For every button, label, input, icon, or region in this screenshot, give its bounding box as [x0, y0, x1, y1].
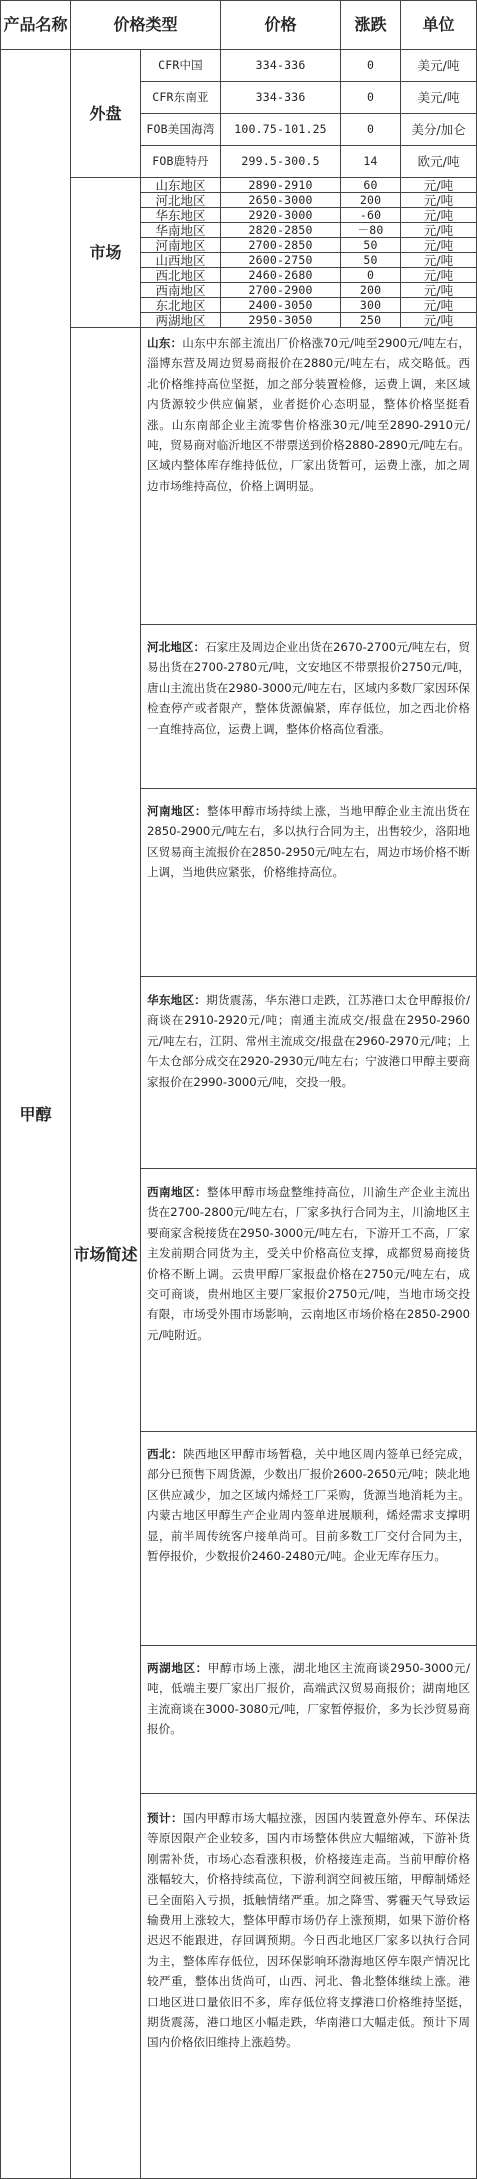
summary-block-huadong [147, 977, 470, 1168]
external-unit: 美分/加仑 [401, 114, 477, 146]
market-unit: 元/吨 [401, 238, 477, 253]
header-price-type: 价格类型 [71, 1, 221, 50]
market-region: 两湖地区 [141, 313, 221, 328]
summary-block-hebei [147, 625, 470, 788]
market-price: 2400-3050 [221, 298, 341, 313]
market-region: 山东地区 [141, 178, 221, 193]
market-price: 2950-3050 [221, 313, 341, 328]
market-row [1, 178, 477, 193]
summary-block-title: 预计： [147, 1811, 183, 1825]
market-change: 200 [341, 283, 401, 298]
market-unit: 元/吨 [401, 208, 477, 223]
market-change: 60 [341, 178, 401, 193]
external-unit: 美元/吨 [401, 50, 477, 82]
market-unit: 元/吨 [401, 313, 477, 328]
market-region: 山西地区 [141, 253, 221, 268]
external-change: 0 [341, 114, 401, 146]
market-unit: 元/吨 [401, 223, 477, 238]
external-type: CFR中国 [141, 50, 221, 82]
summary-block-text: 山东中东部主流出厂价格涨70元/吨至2900元/吨左右，淄博东营及周边贸易商报价在2880元/吨左右，成交略低。西北价格维持高位坚挺，加之部分装置检修，运费上调，来区域内货源较少供应偏紧，业者挺价心态明显，整体价格坚挺看涨。山东南部企业主流零售价格涨30元/吨至2890-2910元/吨，贸易商对临沂地区不带票送到价格2880-2890元/吨左右。区域内整体库存维持低位，厂家出货暂可，运费上涨，加之周边市场维持高位，价格上调明显。 [147, 336, 471, 493]
external-change: 0 [341, 82, 401, 114]
header-unit: 单位 [401, 1, 477, 50]
market-unit: 元/吨 [401, 283, 477, 298]
header-row [1, 1, 477, 50]
summary-block-text: 石家庄及周边企业出货在2670-2700元/吨左右，贸易出货在2700-2780元/吨，文安地区不带票报价2750元/吨，唐山主流出货在2980-3000元/吨左右，区域内多数厂家因环保检查停产或者限产，整体货源偏紧，库存低位，加之西北价格一直维持高位，运费上调，整体价格高位看涨。 [147, 640, 471, 736]
market-change: 300 [341, 298, 401, 313]
summary-block-title: 西南地区： [147, 1185, 207, 1199]
market-region: 东北地区 [141, 298, 221, 313]
market-price: 2650-3000 [221, 193, 341, 208]
summary-block-text: 整体甲醇市场持续上涨，当地甲醇企业主流出货在2850-2900元/吨左右，多以执行合同为主，出售较少，洛阳地区贸易商主流报价在2850-2950元/吨左右，周边市场价格不断上调，当地供应紧张，价格维持高位。 [147, 804, 471, 880]
external-change: 14 [341, 146, 401, 178]
market-change: 50 [341, 253, 401, 268]
market-price: 2700-2850 [221, 238, 341, 253]
header-product-name: 产品名称 [1, 1, 71, 50]
external-price: 334-336 [221, 82, 341, 114]
market-label: 市场 [71, 178, 141, 328]
market-change: 250 [341, 313, 401, 328]
market-unit: 元/吨 [401, 268, 477, 283]
external-price: 334-336 [221, 50, 341, 82]
market-region: 华南地区 [141, 223, 221, 238]
market-region: 河南地区 [141, 238, 221, 253]
summary-row [1, 328, 477, 2179]
market-unit: 元/吨 [401, 253, 477, 268]
market-price: 2600-2750 [221, 253, 341, 268]
market-change: 50 [341, 238, 401, 253]
header-price: 价格 [221, 1, 341, 50]
summary-block-text: 期货震荡，华东港口走跌，江苏港口太仓甲醇报价/商谈在2910-2920元/吨；南通主流成交/报盘在2950-2960元/吨左右，江阴、常州主流成交/报盘在2960-2970元/吨；上午太仓部分成交在2920-2930元/吨左右；宁波港口甲醇主要商家报价在2990-3000元/吨，交投一般。 [147, 993, 471, 1089]
summary-block-text: 甲醇市场上涨，湖北地区主流商谈2950-3000元/吨，低端主要厂家出厂报价，高端武汉贸易商报价；湖南地区主流商谈在3000-3080元/吨，厂家暂停报价，多为长沙贸易商报价。 [147, 1661, 471, 1737]
product-name: 甲醇 [1, 50, 71, 2179]
market-unit: 元/吨 [401, 193, 477, 208]
external-label: 外盘 [71, 50, 141, 178]
market-change: -60 [341, 208, 401, 223]
summary-block-henan [147, 789, 470, 976]
market-price: 2890-2910 [221, 178, 341, 193]
external-unit: 美元/吨 [401, 82, 477, 114]
external-price: 299.5-300.5 [221, 146, 341, 178]
market-region: 华东地区 [141, 208, 221, 223]
summary-block-lianghu [147, 1646, 470, 1793]
summary-block-title: 西北： [147, 1447, 183, 1461]
summary-block-title: 河南地区： [147, 804, 207, 818]
summary-block-forecast [147, 1794, 470, 2178]
market-region: 西南地区 [141, 283, 221, 298]
external-price: 100.75-101.25 [221, 114, 341, 146]
external-type: FOB美国海湾 [141, 114, 221, 146]
market-price: 2920-3000 [221, 208, 341, 223]
external-change: 0 [341, 50, 401, 82]
summary-block-title: 山东： [147, 336, 183, 350]
summary-block-text: 陕西地区甲醇市场暂稳，关中地区周内签单已经完成，部分已预售下周货源，少数出厂报价2600-2650元/吨；陕北地区供应减少，加之区域内烯烃工厂采购，货源当地消耗为主。内蒙古地区甲醇生产企业周内签单进展顺利，烯烃需求支撑明显，前半周传统客户接单尚可。目前多数工厂交付合同为主，暂停报价，少数报价2460-2480元/吨。企业无库存压力。 [147, 1447, 471, 1564]
summary-block-title: 两湖地区： [147, 1661, 208, 1675]
summary-block-xibei [147, 1432, 470, 1645]
market-price: 2700-2900 [221, 283, 341, 298]
external-unit: 欧元/吨 [401, 146, 477, 178]
external-row [1, 50, 477, 82]
header-change: 涨跌 [341, 1, 401, 50]
market-region: 西北地区 [141, 268, 221, 283]
external-type: FOB鹿特丹 [141, 146, 221, 178]
market-region: 河北地区 [141, 193, 221, 208]
summary-block-title: 华东地区： [147, 993, 207, 1007]
external-type: CFR东南亚 [141, 82, 221, 114]
summary-block-text: 整体甲醇市场盘整维持高位，川渝生产企业主流出货在2700-2800元/吨左右，厂家多执行合同为主，川渝地区主要商家含税接货在2950-3000元/吨左右，下游开工不高，厂家主发前期合同货为主，受关中价格高位支撑，成都贸易商接货价格不断上调。云贵甲醇厂家报盘价格在2750元/吨左右，成交可商谈，贵州地区主要厂家报价2750元/吨，当地市场交投有限，市场受外围市场影响，云南地区市场价格在2850-2900元/吨附近。 [147, 1185, 471, 1342]
market-unit: 元/吨 [401, 298, 477, 313]
summary-cell [141, 328, 477, 2179]
market-change: 0 [341, 268, 401, 283]
summary-block-shandong [147, 331, 470, 624]
summary-block-text: 国内甲醇市场大幅拉涨，因国内装置意外停车、环保法等原因限产企业较多，国内市场整体供应大幅缩减，下游补货刚需补货，市场心态看涨积极，价格接连走高。当前甲醇价格涨幅较大，价格持续高位，下游利润空间被压缩，甲醇制烯烃已全面陷入亏损，抵触情绪严重。加之降雪、雾霾天气导致运输费用上涨较大，整体甲醇市场仍存上涨预期，如果下游价格迟迟不能跟进，存回调预期。今日西北地区厂家多以执行合同为主，整体库存低位，因环保影响环渤海地区停车限产情况比较严重，整体出货尚可，山西、河北、鲁北整体继续上涨。港口地区进口量依旧不多，库存低位将支撑港口价格维持坚挺，期货震荡，港口地区小幅走跌，华南港口大幅走低。预计下周国内价格依旧维持上涨趋势。 [147, 1811, 471, 2050]
market-price: 2460-2680 [221, 268, 341, 283]
market-change: －80 [341, 223, 401, 238]
market-unit: 元/吨 [401, 178, 477, 193]
summary-block-xinan [147, 1169, 470, 1431]
summary-block-title: 河北地区： [147, 640, 206, 654]
market-price: 2820-2850 [221, 223, 341, 238]
market-change: 200 [341, 193, 401, 208]
summary-label: 市场简述 [71, 328, 141, 2179]
